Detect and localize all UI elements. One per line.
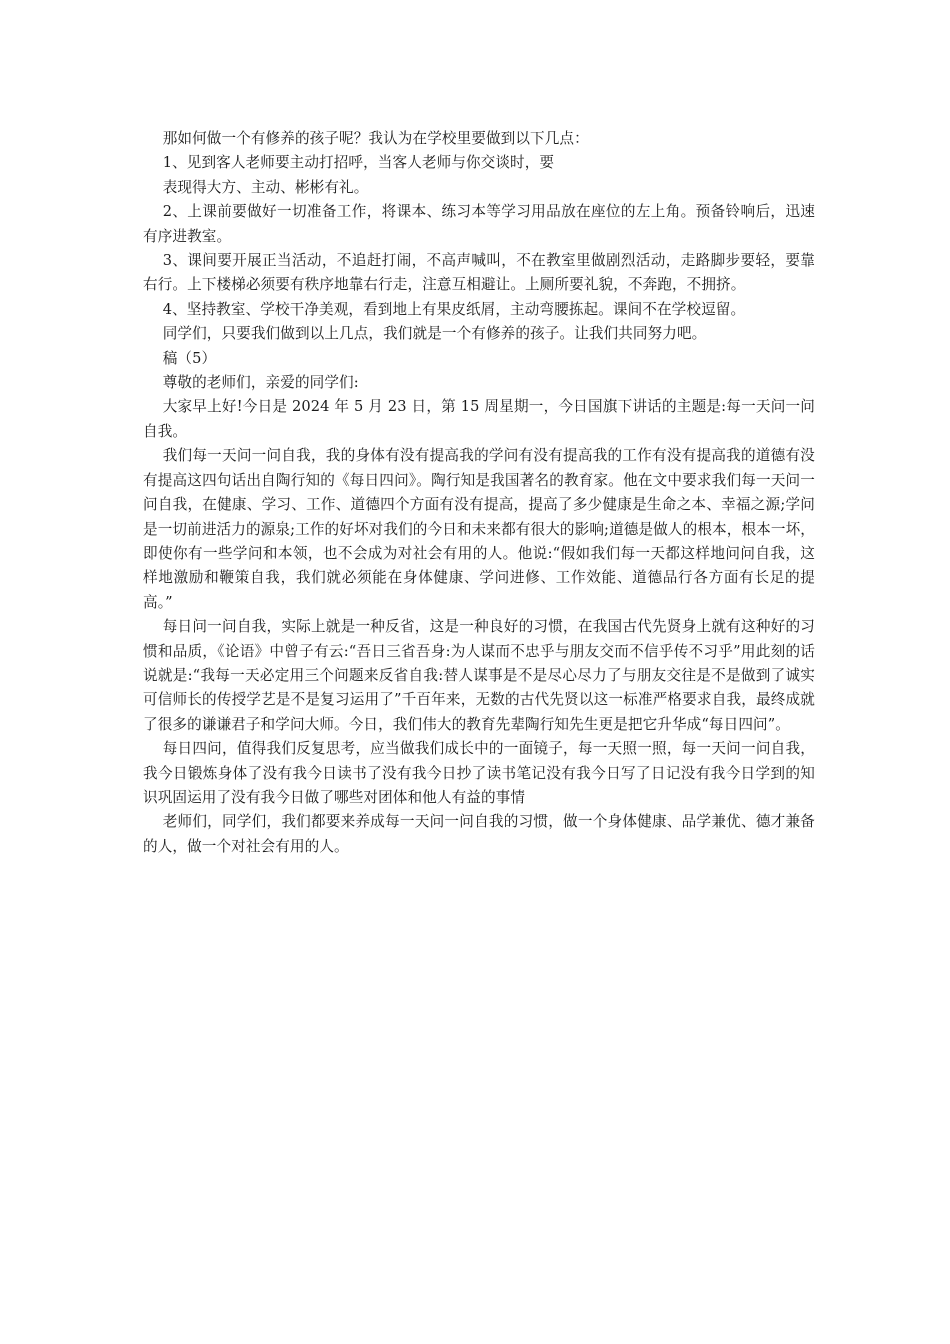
paragraph-point-1: 1、见到客人老师要主动打招呼，当客人老师与你交谈时，要	[162, 154, 555, 172]
paragraph-body-3: 每日四问，值得我们反复思考，应当做我们成长中的一面镜子，每一天照一照，每一天问一问自我，我今日锻炼身体了没有我今日读书了没有我今日抄了读书笔记没有我今日写了日记没有我今日学到的知识巩固运用了没有我今日做了哪些对团体和他人有益的事情	[143, 740, 815, 806]
paragraph-point-3: 3、课间要开展正当活动，不追赶打闹，不高声喊叫，不在教室里做剧烈活动，走路脚步要轻，要靠右行。上下楼梯必须要有秩序地靠右行走，注意互相避让。上厕所要礼貌，不奔跑，不拥挤。	[143, 252, 815, 294]
paragraph-point-4: 4、坚持教室、学校干净美观，看到地上有果皮纸屑，主动弯腰拣起。课间不在学校逗留。	[162, 300, 746, 318]
paragraph-point-2: 2、上课前要做好一切准备工作，将课本、练习本等学习用品放在座位的左上角。预备铃响后，迅速有序进教室。	[143, 203, 815, 245]
document-body	[143, 127, 815, 859]
paragraph-closing-2: 老师们，同学们，我们都要来养成每一天问一问自我的习惯，做一个身体健康、品学兼优、德才兼备的人，做一个对社会有用的人。	[143, 813, 815, 855]
paragraph-intro-question: 那如何做一个有修养的孩子呢？我认为在学校里要做到以下几点：	[162, 130, 589, 147]
paragraph-body-2: 每日问一问自我，实际上就是一种反省，这是一种良好的习惯，在我国古代先贤身上就有这种好的习惯和品质，《论语》中曾子有云:“吾日三省吾身:为人谋而不忠乎与朋友交而不信乎传不习乎”用此刻的话说就是:“我每一天必定用三个问题来反省自我:替人谋事是不是尽心尽力了与朋友交往是不是做到了诚实可信师长的传授学艺是不是复习运用了”千百年来，无数的古代先贤以这一标准严格要求自我，最终成就了很多的谦谦君子和学问大师。今日，我们伟大的教育先辈陶行知先生更是把它升华成“每日四问”。	[143, 618, 815, 733]
paragraph-closing-1: 同学们，只要我们做到以上几点，我们就是一个有修养的孩子。让我们共同努力吧。	[162, 325, 707, 343]
paragraph-body-1: 我们每一天问一问自我，我的身体有没有提高我的学问有没有提高我的工作有没有提高我的道德有没有提高这四句话出自陶行知的《每日四问》。陶行知是我国著名的教育家。他在文中要求我们每一天问一问自我，在健康、学习、工作、道德四个方面有没有提高，提高了多少健康是生命之本、幸福之源;学问是一切前进活力的源泉;工作的好坏对我们的今日和未来都有很大的影响;道德是做人的根本，根本一坏，即使你有一些学问和本领，也不会成为对社会有用的人。他说:“假如我们每一天都这样地问问自我，这样地激励和鞭策自我，我们就必须能在身体健康、学问进修、工作效能、道德品行各方面有长足的提高。”	[143, 447, 815, 611]
paragraph-point-1-continued: 表现得大方、主动、彬彬有礼。	[162, 178, 369, 196]
paragraph-salutation: 尊敬的老师们，亲爱的同学们:	[162, 374, 359, 392]
section-heading: 稿（5）	[162, 349, 217, 367]
paragraph-greeting: 大家早上好!今日是 2024 年 5 月 23 日，第 15 周星期一，今日国旗下讲话的主题是:每一天问一问自我。	[143, 398, 815, 440]
